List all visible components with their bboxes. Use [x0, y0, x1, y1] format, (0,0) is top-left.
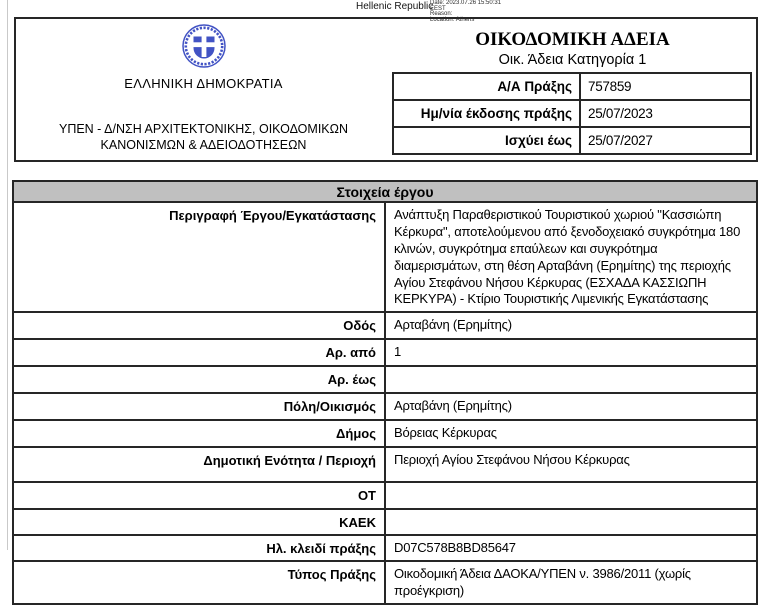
row-value: [385, 482, 757, 509]
table-row-kaek: [13, 509, 757, 535]
project-details-table: [12, 180, 758, 605]
row-label: ΟΤ: [13, 482, 385, 509]
signature-reason: Reason:: [430, 11, 453, 18]
department-line-1: ΥΠΕΝ - Δ/ΝΣΗ ΑΡΧΙΤΕΚΤΟΝΙΚΗΣ, ΟΙΚΟΔΟΜΙΚΩΝ: [58, 121, 348, 136]
hellenic-republic-label: Hellenic Republic: [356, 1, 434, 12]
issuing-authority-block: [16, 19, 391, 160]
row-value: [385, 509, 757, 535]
row-label: ΚΑΕΚ: [13, 509, 385, 535]
meta-label: Ισχύει έως: [393, 127, 580, 154]
permit-title-block: [391, 16, 754, 160]
table-row-description: [13, 202, 757, 312]
row-value: Ανάπτυξη Παραθεριστικού Τουριστικού χωριού "Κασσιώπη Κέρκυρα", αποτελούμενου από ξενοδοχειακό συγκρότημα 180 κλινών, συγκρότημα επαύλεων και συγκρότημα διαμερισμάτων, στη θέση Αρταβάνη (Ερημίτης) της περιοχής Αγίου Στεφάνου Νήσου Κέρκυρας (ΕΣΧΑΔΑ ΚΑΣΣΙΩΠΗ ΚΕΡΚΥΡΑ) - Κτίριο Τουριστικής Λιμενικής Εγκατάστασης: [385, 202, 757, 312]
republic-title: ΕΛΛΗΝΙΚΗ ΔΗΜΟΚΡΑΤΙΑ: [124, 76, 283, 91]
table-row-municipal-unit: [13, 447, 757, 482]
row-value: Περιοχή Αγίου Στεφάνου Νήσου Κέρκυρας: [385, 447, 757, 482]
permit-meta-table: [392, 72, 752, 155]
meta-row-issue-date: [393, 100, 751, 127]
department-name: [16, 121, 391, 154]
row-value: Αρταβάνη (Ερημίτης): [385, 393, 757, 420]
meta-label: Ημ/νία έκδοσης πράξης: [393, 100, 580, 127]
row-value: D07C578B8BD85647: [385, 535, 757, 561]
department-line-2: ΚΑΝΟΝΙΣΜΩΝ & ΑΔΕΙΟΔΟΤΗΣΕΩΝ: [100, 137, 307, 152]
table-row-street: [13, 312, 757, 339]
table-row-municipality: [13, 420, 757, 447]
meta-value: 25/07/2023: [580, 100, 751, 127]
row-label: Αρ. έως: [13, 366, 385, 393]
row-label: Οδός: [13, 312, 385, 339]
table-row-number-from: [13, 339, 757, 366]
row-label: Πόλη/Οικισμός: [13, 393, 385, 420]
signature-timezone: EEST: [430, 5, 446, 12]
page-edge-line: [7, 0, 8, 550]
row-label: Δήμος: [13, 420, 385, 447]
row-value: 1: [385, 339, 757, 366]
section-header-row: [13, 181, 757, 202]
row-value: Αρταβάνη (Ερημίτης): [385, 312, 757, 339]
greek-coat-of-arms-icon: [16, 23, 391, 71]
table-row-ot: [13, 482, 757, 509]
table-row-city: [13, 393, 757, 420]
permit-title: ΟΙΚΟΔΟΜΙΚΗ ΑΔΕΙΑ: [475, 29, 670, 50]
row-label: Τύπος Πράξης: [13, 561, 385, 604]
document-header: [14, 17, 758, 162]
meta-row-valid-until: [393, 127, 751, 154]
row-label: Περιγραφή Έργου/Εγκατάστασης: [13, 202, 385, 312]
table-row-number-to: [13, 366, 757, 393]
row-value: [385, 366, 757, 393]
meta-value: 757859: [580, 73, 751, 100]
row-value: Οικοδομική Άδεια ΔΑΟΚΑ/ΥΠΕΝ ν. 3986/2011 (χωρίς προέγκριση): [385, 561, 757, 604]
row-label: Ηλ. κλειδί πράξης: [13, 535, 385, 561]
meta-label: Α/Α Πράξης: [393, 73, 580, 100]
meta-value: 25/07/2027: [580, 127, 751, 154]
permit-subtitle: Οικ. Άδεια Κατηγορία 1: [498, 52, 647, 68]
row-value: Βόρειας Κέρκυρας: [385, 420, 757, 447]
table-row-electronic-key: [13, 535, 757, 561]
row-label: Δημοτική Ενότητα / Περιοχή: [13, 447, 385, 482]
signature-date: Date: 2023.07.26 15:50:31: [430, 0, 502, 6]
row-label: Αρ. από: [13, 339, 385, 366]
signature-location: Location: Athens: [430, 16, 475, 23]
table-row-act-type: [13, 561, 757, 604]
meta-row-act-number: [393, 73, 751, 100]
section-title: Στοιχεία έργου: [13, 181, 757, 202]
digital-signature-block: [430, 1, 501, 23]
